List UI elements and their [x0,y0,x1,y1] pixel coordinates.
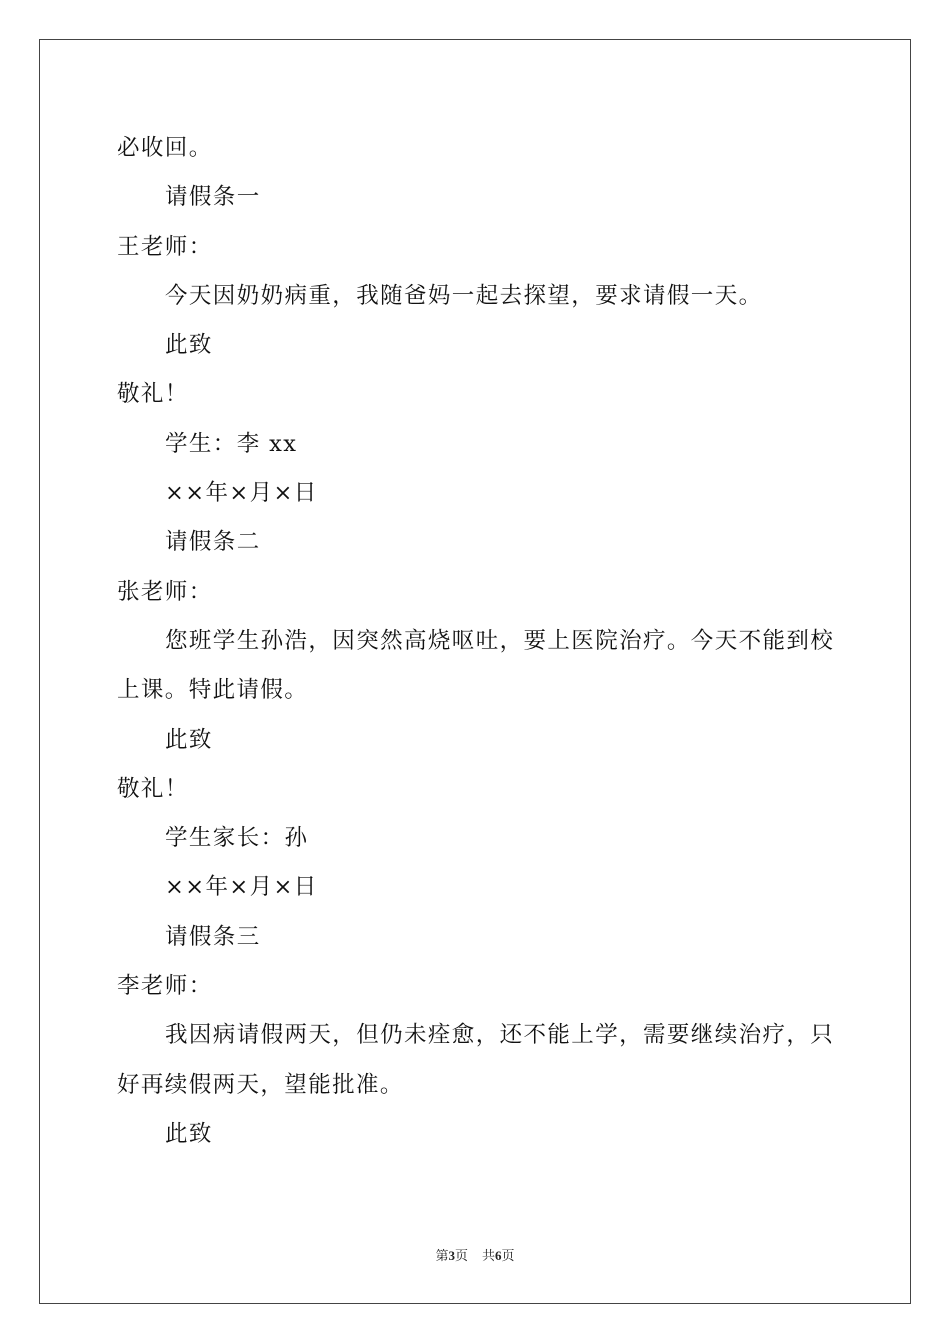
page-prefix: 第 [435,1249,449,1264]
text-line: 此致 [165,332,213,359]
current-page-number: 3 [448,1248,455,1263]
text-line: 我因病请假两天，但仍未痊愈，还不能上学，需要继续治疗，只 [165,1022,835,1049]
text-line: 此致 [165,1120,213,1147]
text-line: 学生：李 xx [165,430,298,457]
text-line: 此致 [165,726,213,753]
text-line: 您班学生孙浩，因突然高烧呕吐，要上医院治疗。今天不能到校 [165,627,835,654]
total-page-number: 6 [495,1248,502,1263]
text-line: 上课。特此请假。 [117,677,309,704]
text-line: 学生家长：孙 [165,825,309,852]
document-body [117,124,833,1159]
text-line: 请假条二 [165,529,261,556]
text-line: 请假条三 [165,923,261,950]
page-suffix: 页 [454,1249,468,1264]
text-line: 敬礼！ [117,381,189,408]
text-line: 王老师： [117,233,213,260]
total-prefix: 共 [482,1249,496,1264]
text-line: 张老师： [117,578,213,605]
text-line: 敬礼！ [117,775,189,802]
text-line: 今天因奶奶病重，我随爸妈一起去探望，要求请假一天。 [165,282,763,309]
page-footer [0,1247,950,1266]
text-line: ××年×月×日 [165,480,318,507]
total-suffix: 页 [501,1249,515,1264]
text-line: 请假条一 [165,184,261,211]
text-line: 必收回。 [117,135,213,161]
text-line: ××年×月×日 [165,874,318,901]
text-line: 李老师： [117,973,213,1000]
text-line: 好再续假两天，望能批准。 [117,1071,404,1098]
